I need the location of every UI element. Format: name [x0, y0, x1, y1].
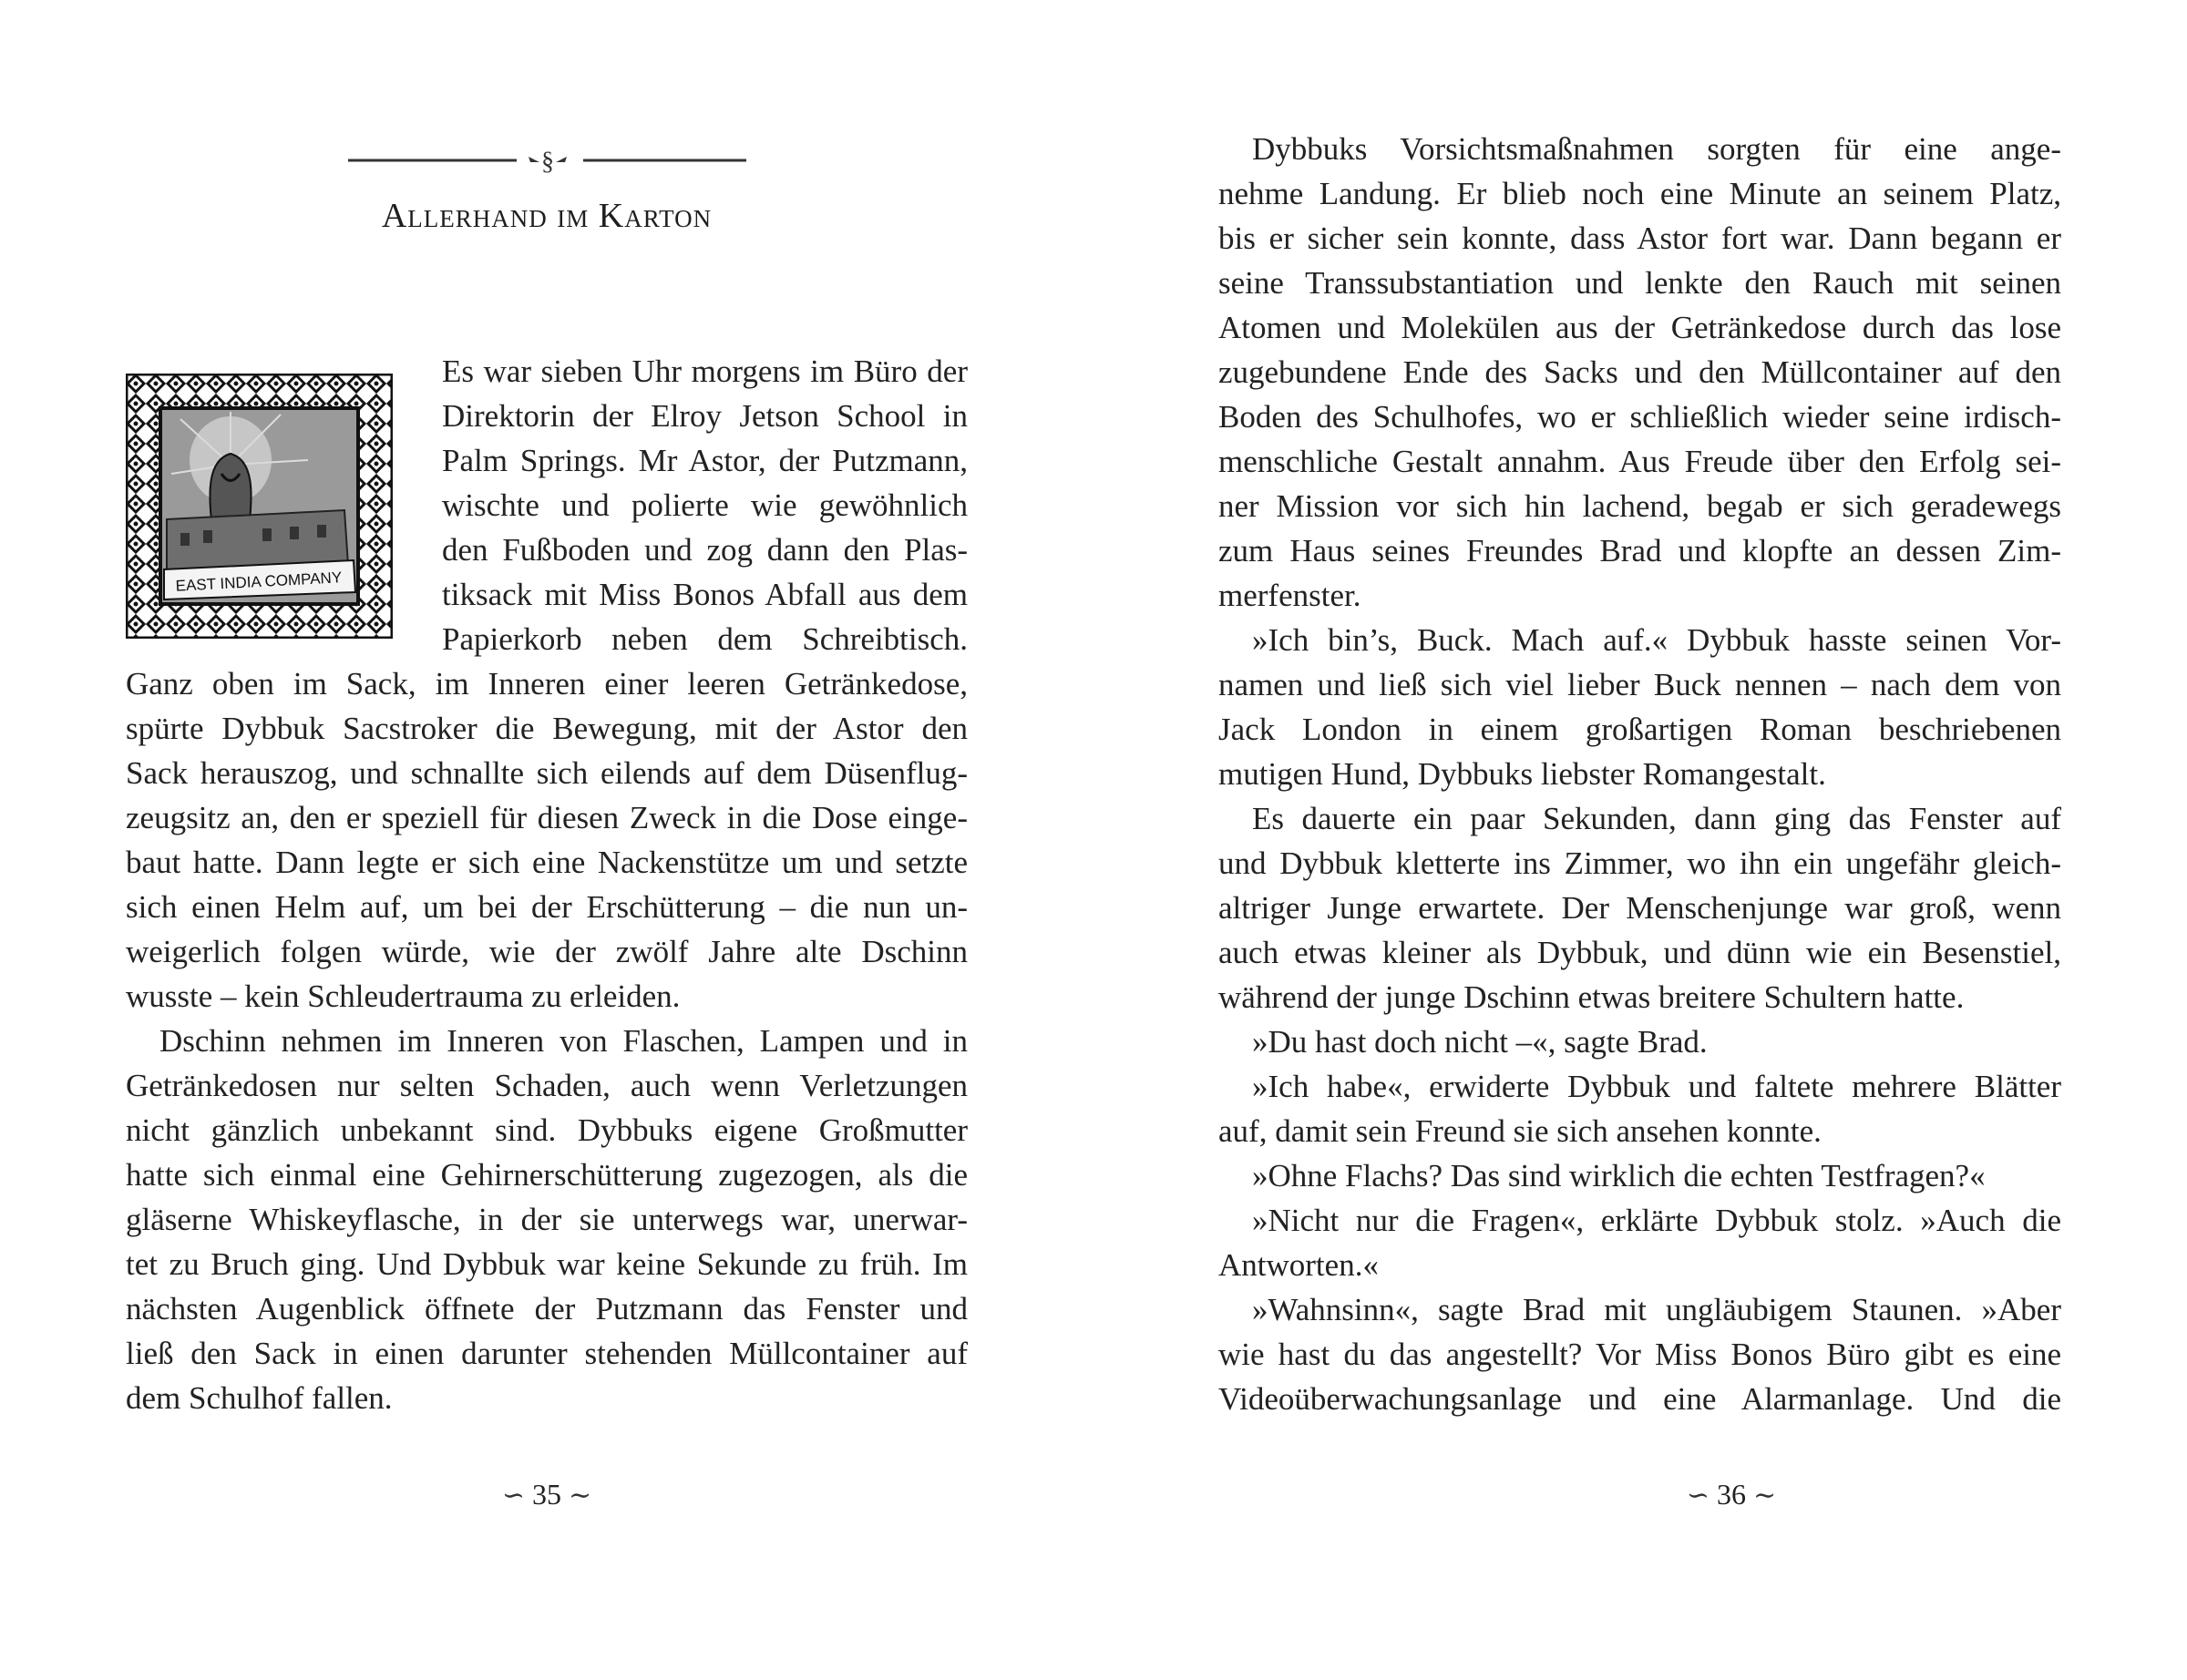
text-line: Es war sieben Uhr morgens im Büro der [442, 353, 968, 389]
text-line: dem Schulhof fallen. [126, 1380, 393, 1416]
text-line: zum Haus seines Freundes Brad und klopfte an dessen Zim- [1218, 533, 2061, 569]
text-line: »Ich habe«, erwiderte Dybbuk und faltete mehrere Blätter [1252, 1069, 2061, 1104]
text-line: hatte sich einmal eine Gehirnerschütterung zugezogen, als die [126, 1157, 968, 1193]
text-line: Direktorin der Elroy Jetson School in [442, 398, 968, 434]
text-line: »Nicht nur die Fragen«, erklärte Dybbuk stolz. »Auch die [1252, 1203, 2061, 1238]
text-line: Boden des Schulhofes, wo er schließlich wieder seine irdisch- [1218, 399, 2061, 435]
page-number-value: 35 [532, 1478, 561, 1511]
text-line: sich einen Helm auf, um bei der Erschütterung – die nun un- [126, 889, 968, 925]
text-line: gläserne Whiskeyflasche, in der sie unterwegs war, unerwar- [126, 1202, 968, 1237]
text-line: nächsten Augenblick öffnete der Putzmann das Fenster und [126, 1291, 968, 1327]
swash-left-icon: ∽ [1686, 1480, 1710, 1511]
text-line: wie hast du das angestellt? Vor Miss Bonos Büro gibt es eine [1218, 1337, 2061, 1372]
text-line: wischte und polierte wie gewöhnlich [442, 487, 968, 523]
text-line: Dschinn nehmen im Inneren von Flaschen, Lampen und in [159, 1023, 968, 1059]
section-ornament-icon [348, 146, 746, 175]
text-line: während der junge Dschinn etwas breitere Schultern hatte. [1218, 979, 1965, 1015]
text-line: merfenster. [1218, 578, 1361, 613]
text-line: nehme Landung. Er blieb noch eine Minute an seinem Platz, [1218, 176, 2061, 211]
page-number [1640, 1478, 1822, 1511]
text-line: seine Transsubstantiation und lenkte den Rauch mit seinen [1218, 265, 2061, 301]
text-line: nicht gänzlich unbekannt sind. Dybbuks eigene Großmutter [126, 1112, 968, 1148]
page-number-value: 36 [1717, 1478, 1746, 1511]
text-line: ließ den Sack in einen darunter stehenden Müllcontainer auf [126, 1336, 968, 1371]
text-line: Ganz oben im Sack, im Inneren einer leeren Getränkedose, [126, 666, 968, 702]
text-line: auch etwas kleiner als Dybbuk, und dünn wie ein Besenstiel, [1218, 935, 2061, 970]
text-line: Es dauerte ein paar Sekunden, dann ging das Fenster auf [1252, 801, 2061, 836]
chapter-title: Allerhand im Karton [381, 197, 713, 235]
text-line: ner Mission vor sich hin lachend, begab er sich geradewegs [1218, 488, 2061, 524]
svg-text:§: § [541, 148, 554, 175]
text-line: altriger Junge erwartete. Der Menschenjunge war groß, wenn [1218, 890, 2061, 926]
text-line: Atomen und Molekülen aus der Getränkedose durch das lose [1218, 310, 2061, 345]
text-line: tiksack mit Miss Bonos Abfall aus dem [442, 577, 968, 612]
text-line: Getränkedosen nur selten Schaden, auch wenn Verletzungen [126, 1068, 968, 1103]
text-line: weigerlich folgen würde, wie der zwölf Jahre alte Dschinn [126, 934, 968, 969]
text-line: Sack herauszog, und schnallte sich eilends auf dem Düsenflug- [126, 755, 968, 791]
illustration-banner-text: EAST INDIA COMPANY [175, 569, 343, 595]
text-line: mutigen Hund, Dybbuks liebster Romangestalt. [1218, 756, 1826, 792]
text-line: »Ich bin’s, Buck. Mach auf.« Dybbuk hasste seinen Vor- [1252, 622, 2061, 658]
text-line: Videoüberwachungsanlage und eine Alarmanlage. Und die [1218, 1381, 2061, 1417]
swash-right-icon: ∼ [1753, 1480, 1777, 1511]
text-line: namen und ließ sich viel lieber Buck nennen – nach dem von [1218, 667, 2061, 702]
text-line: menschliche Gestalt annahm. Aus Freude über den Erfolg sei- [1218, 444, 2061, 479]
text-line: den Fußboden und zog dann den Plas- [442, 532, 968, 568]
text-line: Palm Springs. Mr Astor, der Putzmann, [442, 443, 968, 478]
text-line: wusste – kein Schleudertrauma zu erleiden. [126, 978, 681, 1014]
right-page [1094, 0, 2187, 1680]
text-line: Dybbuks Vorsichtsmaßnahmen sorgten für eine ange- [1252, 131, 2061, 167]
text-line: zeugsitz an, den er speziell für diesen Zweck in die Dose einge- [126, 800, 968, 835]
swash-right-icon: ∼ [569, 1480, 592, 1511]
text-line: »Du hast doch nicht –«, sagte Brad. [1252, 1024, 1708, 1060]
left-page-text [126, 349, 968, 1420]
page-number [456, 1478, 638, 1511]
text-line: Jack London in einem großartigen Roman beschriebenen [1218, 712, 2061, 747]
swash-left-icon: ∽ [501, 1480, 525, 1511]
text-line: spürte Dybbuk Sacstroker die Bewegung, mit der Astor den [126, 711, 968, 746]
text-line: auf, damit sein Freund sie sich ansehen konnte. [1218, 1113, 1822, 1149]
text-line: bis er sicher sein konnte, dass Astor fort war. Dann begann er [1218, 220, 2061, 256]
text-line: und Dybbuk kletterte ins Zimmer, wo ihn ein ungefähr gleich- [1218, 845, 2061, 881]
right-page-text [1218, 127, 2061, 1421]
text-line: zugebundene Ende des Sacks und den Müllcontainer auf den [1218, 354, 2061, 390]
text-line: Papierkorb neben dem Schreibtisch. [442, 621, 968, 657]
text-line: Antworten.« [1218, 1247, 1379, 1283]
text-line: tet zu Bruch ging. Und Dybbuk war keine Sekunde zu früh. Im [126, 1246, 968, 1282]
text-line: baut hatte. Dann legte er sich eine Nackenstütze um und setzte [126, 845, 968, 880]
text-line: »Wahnsinn«, sagte Brad mit ungläubigem Staunen. »Aber [1252, 1292, 2061, 1327]
text-line: »Ohne Flachs? Das sind wirklich die echten Testfragen?« [1252, 1158, 1986, 1193]
